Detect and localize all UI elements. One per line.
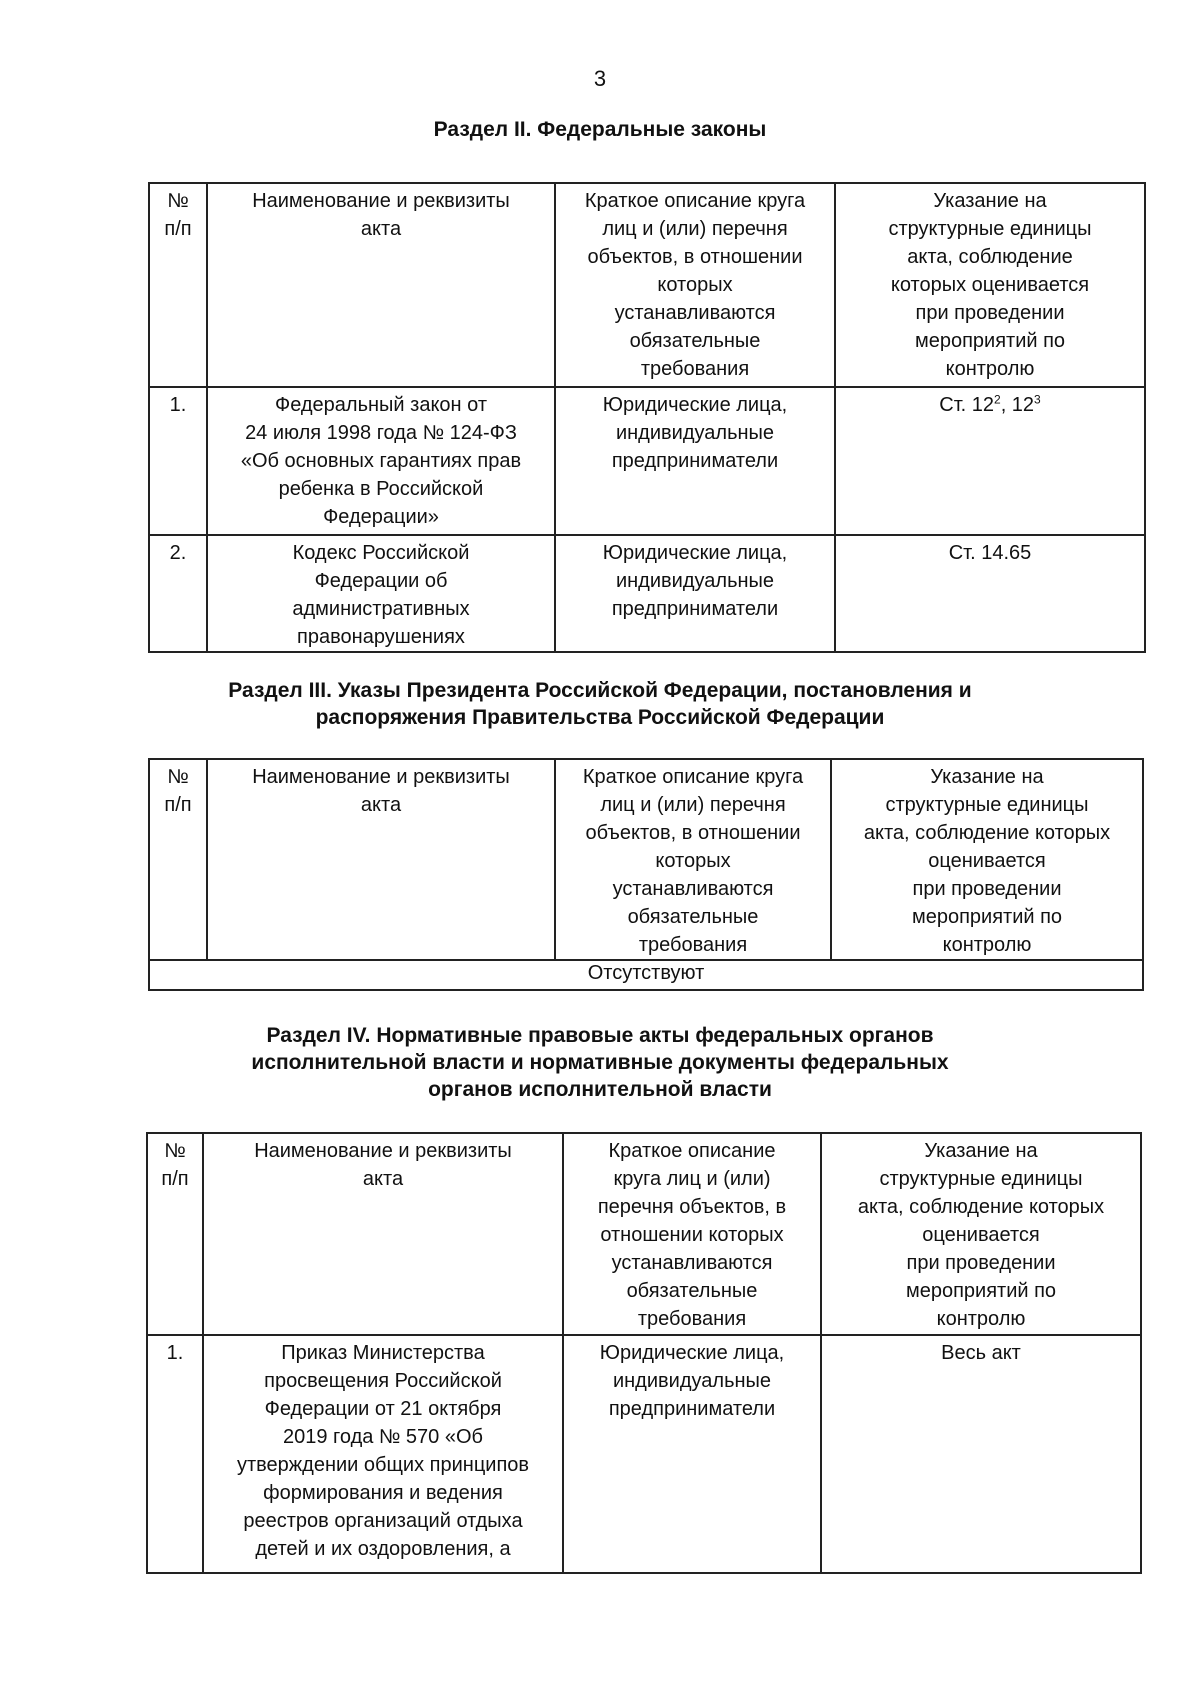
table-row — [149, 535, 1145, 652]
table-header-row — [149, 183, 1145, 387]
row-units: Ст. $12^2$, $12^3$ — [835, 387, 1145, 535]
header-name: Наименование и реквизиты акта — [207, 759, 555, 960]
row-desc: Юридические лица, индивидуальные предприниматели — [563, 1335, 821, 1573]
row-units: Ст. 14.65 — [835, 535, 1145, 652]
decrees-table — [148, 758, 1144, 991]
table-header-row — [147, 1133, 1141, 1335]
row-num: 2. — [149, 535, 207, 652]
regulatory-acts-table — [146, 1132, 1142, 1574]
header-num: № п/п — [147, 1133, 203, 1335]
header-num: № п/п — [149, 759, 207, 960]
header-num: № п/п — [149, 183, 207, 387]
row-num: 1. — [149, 387, 207, 535]
header-units: Указание на структурные единицы акта, соблюдение которых оценивается при проведении мероприятий по контролю — [831, 759, 1143, 960]
section-2-title: Раздел II. Федеральные законы — [433, 118, 767, 141]
header-units: Указание на структурные единицы акта, соблюдение которых оценивается при проведении мероприятий по контролю — [821, 1133, 1141, 1335]
row-num: 1. — [147, 1335, 203, 1573]
header-desc: Краткое описание круга лиц и (или) перечня объектов, в отношении которых устанавливаются обязательные требования — [563, 1133, 821, 1335]
section-4-title: Раздел IV. Нормативные правовые акты федеральных органов исполнительной власти и нормативные документы федеральных органов исполнительной власти — [251, 1024, 949, 1101]
table-row — [149, 387, 1145, 535]
page-number: 3 — [593, 66, 607, 91]
row-desc: Юридические лица, индивидуальные предприниматели — [555, 387, 835, 535]
row-name: Приказ Министерства просвещения Российской Федерации от 21 октября 2019 года № 570 «Об утверждении общих принципов формирования и ведения реестров организаций отдыха детей и их оздоровления, а — [203, 1335, 563, 1573]
header-name: Наименование и реквизиты акта — [207, 183, 555, 387]
row-units: Весь акт — [821, 1335, 1141, 1573]
header-desc: Краткое описание круга лиц и (или) перечня объектов, в отношении которых устанавливаются обязательные требования — [555, 759, 831, 960]
row-desc: Юридические лица, индивидуальные предприниматели — [555, 535, 835, 652]
table-row — [149, 960, 1143, 990]
table-header-row — [149, 759, 1143, 960]
section-3-title: Раздел III. Указы Президента Российской Федерации, постановления и распоряжения Правительства Российской Федерации — [228, 679, 972, 729]
federal-laws-table — [148, 182, 1146, 653]
table-row — [147, 1335, 1141, 1573]
header-desc: Краткое описание круга лиц и (или) перечня объектов, в отношении которых устанавливаются обязательные требования — [555, 183, 835, 387]
row-name: Кодекс Российской Федерации об административных правонарушениях — [207, 535, 555, 652]
row-name: Федеральный закон от 24 июля 1998 года № 124-ФЗ «Об основных гарантиях прав ребенка в Российской Федерации» — [207, 387, 555, 535]
header-name: Наименование и реквизиты акта — [203, 1133, 563, 1335]
header-units: Указание на структурные единицы акта, соблюдение которых оценивается при проведении мероприятий по контролю — [835, 183, 1145, 387]
absent-note: Отсутствуют — [149, 960, 1143, 990]
